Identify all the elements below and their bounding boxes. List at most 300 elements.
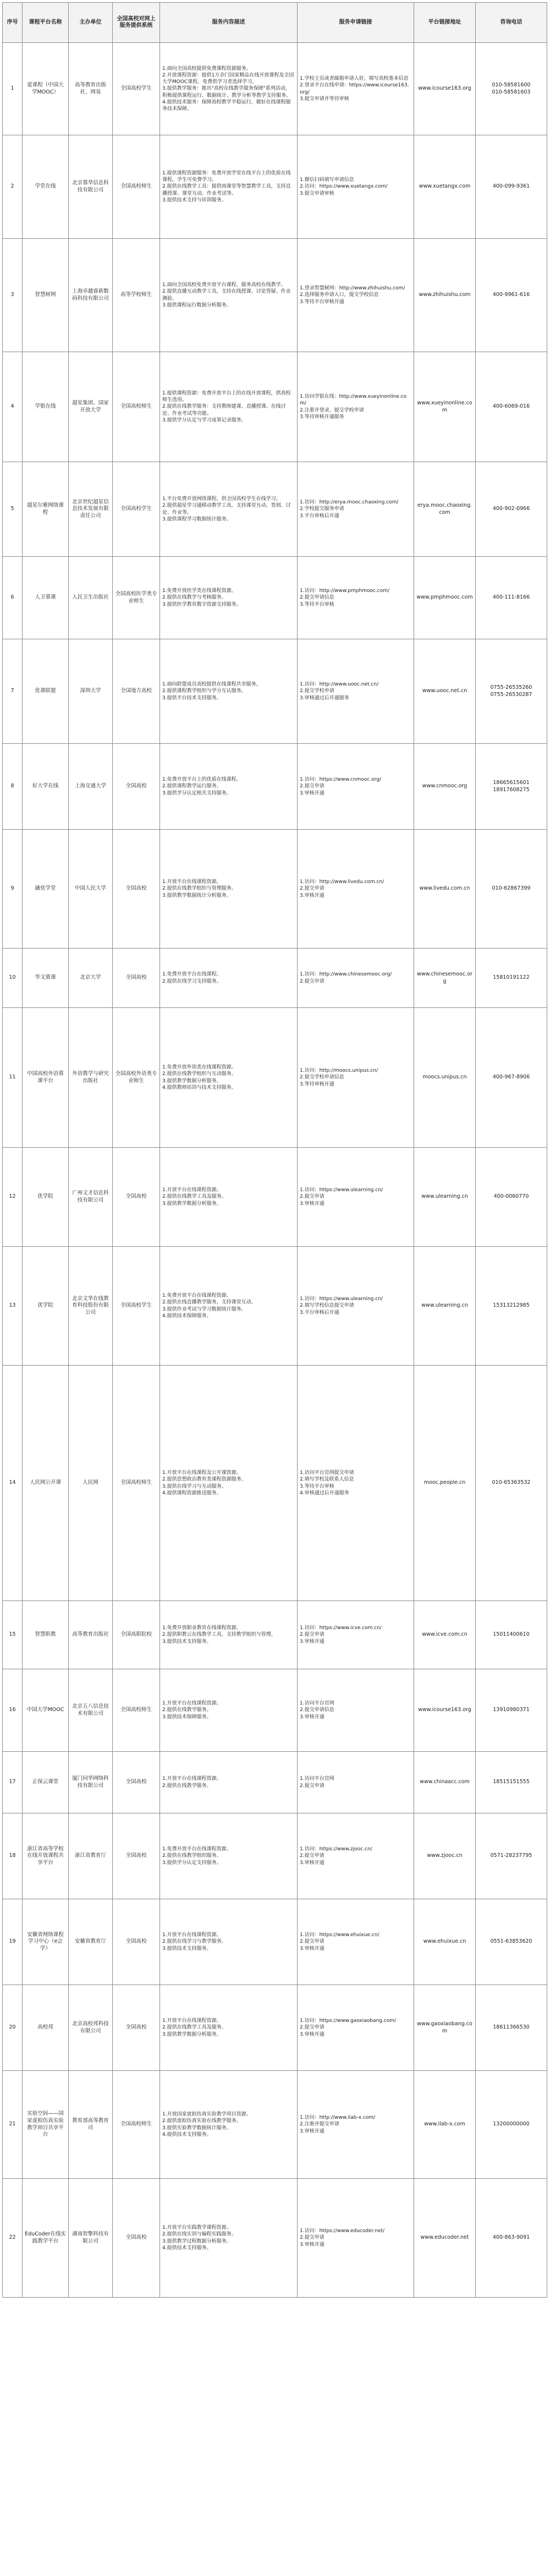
cell-no-text: 20 (9, 2024, 16, 2031)
cell-no-text: 14 (9, 1479, 16, 1486)
cell-phone (476, 352, 547, 462)
cell-system-text: 全国高校师生 (120, 403, 152, 410)
cell-organizer (69, 744, 113, 830)
cell-service-link[interactable] (298, 1366, 414, 1601)
cell-desc-text: 1.提供课程资源服务：免费开放学堂在线平台上的优质在线课程，学生可免费学习。 2.提供在线教学工具：提供雨课堂等智慧教学工具，支持直播授课、课堂互动、作业考试等。 3.提供技术支持与培训服务。 (162, 171, 291, 203)
cell-organizer (69, 830, 113, 949)
cell-service-link-text[interactable]: 1.访问：http://www.livedu.com.cn/ 2.提交申请 3.审核开通 (300, 879, 384, 898)
cell-phone-text: 18665615601 18917608275 (493, 779, 530, 793)
table-row (3, 1148, 547, 1247)
cell-desc-text: 1.开放平台实践教学课程资源。 2.提供在线实训与编程实践服务。 3.提供教学过程数据分析服务。 4.提供技术支持服务。 (162, 2225, 237, 2251)
cell-phone-text: 400-111-8166 (492, 594, 530, 601)
cell-platform-url[interactable] (414, 949, 476, 1008)
cell-system (113, 1601, 160, 1669)
cell-desc-text: 1.开放平台在线课程资源。 2.提供在线教学组织与管理服务。 3.提供教学数据统计分析服务。 (162, 879, 237, 898)
cell-phone (476, 1985, 547, 2071)
cell-platform-text: 智慧树网 (35, 292, 56, 298)
cell-phone (476, 135, 547, 239)
cell-platform-url[interactable] (414, 1813, 476, 1899)
cell-organizer-text: 上海交通大学 (74, 783, 106, 790)
cell-platform (23, 557, 69, 639)
cell-platform-text: 超星尔雅网络课程 (27, 502, 64, 516)
cell-platform-url[interactable] (414, 1366, 476, 1601)
cell-platform-text: 学银在线 (35, 403, 56, 410)
cell-platform-url[interactable] (414, 1899, 476, 1985)
cell-desc (160, 557, 298, 639)
cell-service-link-text[interactable]: 1.访问：http://www.pmphmooc.com/ 2.提交申请信息 3.等待平台审核 (300, 588, 390, 607)
cell-service-link-text[interactable]: 1.访问：http://www.uooc.net.cn/ 2.提交学校申请 3.审核通过后开通服务 (300, 682, 379, 701)
cell-platform-url-text[interactable]: www.livedu.com.cn (419, 885, 470, 892)
header-system: 全国高校对网上服务提供系统 (113, 3, 160, 43)
cell-phone (476, 1008, 547, 1148)
cell-service-link[interactable] (298, 43, 414, 135)
cell-service-link[interactable] (298, 135, 414, 239)
cell-organizer-text: 中国人民大学 (74, 885, 106, 892)
cell-platform-text: 安徽省网络课程学习中心（e会学） (27, 1931, 64, 1952)
cell-system-text: 全国高校学生 (120, 85, 152, 92)
cell-desc (160, 239, 298, 352)
cell-platform-url-text[interactable]: www.gaoxiaobang.com (417, 2020, 472, 2034)
cell-desc (160, 830, 298, 949)
cell-platform-url[interactable] (414, 1247, 476, 1366)
cell-system (113, 1899, 160, 1985)
cell-platform (23, 830, 69, 949)
cell-service-link[interactable] (298, 1247, 414, 1366)
cell-service-link-text[interactable]: 1.访问平台官网 2.提交申请 (300, 1776, 334, 1789)
cell-desc (160, 43, 298, 135)
cell-organizer-text: 北京大学 (80, 974, 101, 981)
cell-desc-text: 1.面向联盟成员高校提供在线课程共享服务。 2.提供课程教学组织与学分互认服务。 3.提供平台技术支持服务。 (162, 682, 261, 701)
cell-system (113, 1813, 160, 1899)
cell-service-link-text[interactable]: 1.访问：http://www.ilab-x.com/ 2.注册并提交申请 3.审核开通 (300, 2115, 376, 2134)
cell-platform-url-text[interactable]: www.icourse163.org (418, 1707, 471, 1713)
cell-platform-url-text[interactable]: www.xueyinonline.com (417, 399, 472, 413)
cell-phone (476, 1899, 547, 1985)
cell-organizer-text: 安徽省教育厅 (74, 1938, 106, 1945)
cell-system (113, 1985, 160, 2071)
cell-platform (23, 744, 69, 830)
cell-organizer (69, 135, 113, 239)
cell-platform (23, 1601, 69, 1669)
cell-phone-text: 0571-28237795 (490, 1852, 532, 1859)
cell-organizer (69, 352, 113, 462)
cell-service-link-text[interactable]: 1.访问：https://www.ulearning.cn/ 2.提交申请 3.审核开通 (300, 1187, 383, 1207)
cell-system (113, 352, 160, 462)
cell-no (3, 639, 23, 744)
cell-no (3, 1669, 23, 1752)
cell-service-link-text[interactable]: 1.访问：http://erya.mooc.chaoxing.com/ 2.学校提交服务申请 3.平台审核后开通 (300, 500, 399, 519)
table-row (3, 352, 547, 462)
cell-system-text: 全国高校 (125, 974, 147, 981)
cell-organizer-text: 超星集团、国家开放大学 (72, 399, 109, 413)
cell-system (113, 43, 160, 135)
cell-platform-text: 人卫慕课 (35, 594, 56, 601)
cell-system-text: 全国高校学生 (120, 1302, 152, 1309)
cell-phone-text: 0551-63853620 (490, 1938, 532, 1945)
cell-system-text: 全国高校师生 (120, 2121, 152, 2128)
cell-organizer-text: 高等教育出版社 (72, 1631, 109, 1638)
cell-no-text: 22 (9, 2234, 16, 2241)
cell-desc-text: 1.提供课程资源：免费开放平台上的在线开放课程，供高校师生选用。 2.提供在线教学服务：支持教师建课、直播授课、在线讨论、作业考试等功能。 3.提供学分认定与学习成果记录服务。 (162, 391, 291, 423)
cell-desc (160, 1985, 298, 2071)
cell-phone (476, 1813, 547, 1899)
cell-organizer (69, 1247, 113, 1366)
cell-organizer (69, 43, 113, 135)
cell-desc-text: 1.免费开放平台在线课程资源。 2.提供在线教学组织服务。 3.提供学分认定支持服务。 (162, 1846, 232, 1866)
cell-platform-url[interactable] (414, 352, 476, 462)
cell-system (113, 949, 160, 1008)
cell-service-link[interactable] (298, 2179, 414, 2298)
cell-phone (476, 1247, 547, 1366)
cell-system (113, 1008, 160, 1148)
table-row (3, 135, 547, 239)
cell-no-text: 11 (9, 1074, 16, 1081)
cell-phone-text: 13910980371 (493, 1707, 530, 1713)
cell-desc (160, 1813, 298, 1899)
table-row (3, 43, 547, 135)
cell-platform-url[interactable] (414, 830, 476, 949)
cell-organizer (69, 557, 113, 639)
cell-organizer (69, 1148, 113, 1247)
cell-service-link-text[interactable]: 1.访问：https://www.icve.com.cn/ 2.提交申请 3.审核开通 (300, 1625, 382, 1645)
cell-phone-text: 15810191122 (493, 974, 530, 981)
cell-phone (476, 744, 547, 830)
cell-phone-text: 18515151555 (493, 1779, 530, 1785)
cell-system-text: 全国高校师生 (120, 1707, 152, 1713)
cell-platform-url[interactable] (414, 1008, 476, 1148)
cell-organizer (69, 1985, 113, 2071)
cell-service-link-text[interactable]: 1.访问：https://www.educoder.net/ 2.提交申请 3.审核开通 (300, 2228, 385, 2248)
table-row (3, 1752, 547, 1813)
cell-platform-url[interactable] (414, 135, 476, 239)
cell-service-link[interactable] (298, 830, 414, 949)
cell-phone (476, 462, 547, 557)
cell-organizer (69, 1752, 113, 1813)
cell-phone-text: 400-6069-016 (492, 403, 530, 410)
cell-platform-url[interactable] (414, 1669, 476, 1752)
cell-service-link-text[interactable]: 1.访问：https://www.zjooc.cn/ 2.提交申请 3.审核开通 (300, 1846, 372, 1866)
cell-platform-url-text[interactable]: www.zhihuishu.com (419, 292, 471, 298)
header-platform: 课程平台名称 (23, 3, 69, 43)
cell-desc-text: 1.开放平台在线课程资源。 2.提供在线教学工具及服务。 3.提供教学数据分析服务。 (162, 1187, 227, 1207)
cell-phone-text: 400-9961-616 (492, 292, 530, 298)
cell-platform-url[interactable] (414, 1752, 476, 1813)
cell-organizer-text: 教育部高等教育司 (72, 2117, 109, 2131)
cell-platform-url-text[interactable]: www.uooc.net.cn (422, 688, 468, 694)
cell-platform-text: 华文慕课 (35, 974, 56, 981)
cell-desc (160, 1247, 298, 1366)
table-row (3, 557, 547, 639)
cell-system-text: 全国高校医学类专业师生 (115, 590, 157, 604)
cell-platform (23, 352, 69, 462)
cell-platform-url-text[interactable]: www.chinaacc.com (420, 1779, 470, 1785)
cell-system (113, 2179, 160, 2298)
cell-platform-url[interactable] (414, 639, 476, 744)
cell-no (3, 557, 23, 639)
cell-desc (160, 1669, 298, 1752)
cell-organizer (69, 1008, 113, 1148)
cell-desc (160, 1148, 298, 1247)
cell-no (3, 1008, 23, 1148)
cell-platform-text: 智慧职教 (35, 1631, 56, 1638)
cell-no (3, 1752, 23, 1813)
table-row (3, 462, 547, 557)
cell-platform-text: 优学院 (37, 1193, 53, 1200)
cell-service-link-text[interactable]: 1.登录智慧树网：http://www.zhihuishu.com/ 2.选择服务申请入口，提交学校信息 3.等待平台审核开通 (300, 286, 405, 305)
table-row (3, 949, 547, 1008)
cell-desc (160, 2071, 298, 2179)
cell-platform-text: 优课联盟 (35, 688, 56, 694)
cell-system-text: 全国高校 (125, 885, 147, 892)
cell-phone-text: 400-902-0966 (492, 506, 530, 512)
cell-platform-url-text[interactable]: www.pmphmooc.com (416, 594, 473, 601)
cell-service-link-text[interactable]: 1.访问学银在线：http://www.xueyinonline.com/ 2.注册并登录，提交学校申请 3.等待审核开通服务 (300, 394, 407, 420)
cell-platform-url-text[interactable]: www.icourse163.org (418, 85, 471, 92)
cell-no-text: 12 (9, 1193, 16, 1200)
cell-organizer (69, 1669, 113, 1752)
platform-table (2, 2, 547, 2298)
cell-service-link[interactable] (298, 239, 414, 352)
cell-platform-text: 学堂在线 (35, 183, 56, 190)
cell-platform-url-text[interactable]: www.cnmooc.org (422, 783, 468, 790)
cell-platform-url[interactable] (414, 462, 476, 557)
cell-platform (23, 135, 69, 239)
cell-system (113, 1366, 160, 1601)
cell-service-link-text[interactable]: 1.微信扫码填写申请信息 2.访问：https://www.xuetangx.com/ 3.提交申请审核 (300, 177, 388, 196)
cell-platform-text: 融优学堂 (35, 885, 56, 892)
cell-desc (160, 1601, 298, 1669)
cell-phone (476, 1366, 547, 1601)
cell-platform-text: 高校邦 (37, 2024, 53, 2031)
table-row (3, 2071, 547, 2179)
cell-platform-text: 爱课程（中国大学MOOC） (27, 81, 64, 95)
cell-platform-url[interactable] (414, 43, 476, 135)
cell-organizer-text: 北京世纪超星信息技术发展有限责任公司 (72, 498, 109, 519)
cell-no (3, 1148, 23, 1247)
cell-desc (160, 1008, 298, 1148)
cell-phone-text: 400-0060770 (493, 1193, 529, 1200)
cell-service-link[interactable] (298, 2071, 414, 2179)
cell-platform-text: 实验空间——国家虚拟仿真实验教学项目共享平台 (27, 2111, 64, 2138)
cell-platform (23, 2071, 69, 2179)
cell-system-text: 全国高校 (125, 1938, 147, 1945)
table-row (3, 1601, 547, 1669)
cell-service-link[interactable] (298, 1899, 414, 1985)
cell-no-text: 16 (9, 1707, 16, 1713)
cell-service-link-text[interactable]: 1.访问：https://www.ehuixue.cn/ 2.提交申请 3.审核开通 (300, 1932, 380, 1952)
cell-platform (23, 1752, 69, 1813)
cell-desc-text: 1.面向全国高校提供免费课程资源服务。 2.开放课程资源：提供1万余门国家精品在线开放课程及全国大学MOOC课程，免费供学习者选择学习。 3.提供教学服务：推出"高校在线教学服务保障"系列活动，积极提供课程运行、数据统计、教学分析等教学支持服务。 4.提供技术服务：保障高校教学平稳运行，做好在线课程服务技术保障。 (162, 66, 294, 112)
cell-system-text: 全国高职院校 (120, 1631, 152, 1638)
cell-desc (160, 1752, 298, 1813)
cell-platform-url-text[interactable]: www.zjooc.cn (427, 1852, 463, 1859)
cell-desc (160, 1366, 298, 1601)
cell-organizer (69, 639, 113, 744)
cell-desc (160, 2179, 298, 2298)
cell-platform (23, 1899, 69, 1985)
cell-phone-text: 400-967-8906 (492, 1074, 530, 1081)
cell-system-text: 全国高校师生 (120, 183, 152, 190)
cell-platform-url[interactable] (414, 1148, 476, 1247)
cell-phone-text: 13200000000 (493, 2121, 530, 2128)
cell-phone (476, 1601, 547, 1669)
cell-platform-url[interactable] (414, 2179, 476, 2298)
cell-desc-text: 1.开放平台在线课程资源。 2.提供在线学习与教学服务。 3.提供技术支持服务。 (162, 1932, 227, 1952)
cell-service-link[interactable] (298, 462, 414, 557)
cell-phone (476, 1148, 547, 1247)
table-header-row (3, 3, 547, 43)
cell-platform (23, 1985, 69, 2071)
cell-no (3, 1601, 23, 1669)
cell-service-link[interactable] (298, 1601, 414, 1669)
cell-no (3, 744, 23, 830)
cell-platform (23, 1813, 69, 1899)
cell-service-link[interactable] (298, 1148, 414, 1247)
cell-platform-url-text[interactable]: www.xuetangx.com (419, 183, 471, 190)
cell-desc-text: 1.开放国家虚拟仿真实验教学项目资源。 2.提供虚拟仿真实验在线教学服务。 3.提供实验教学数据统计服务。 4.提供技术支持服务。 (162, 2112, 251, 2137)
table-row (3, 1669, 547, 1752)
cell-platform (23, 1008, 69, 1148)
cell-service-link[interactable] (298, 639, 414, 744)
cell-desc-text: 1.免费开放平台上的优质在线课程。 2.提供课程教学运行服务。 3.提供学分认定相关支持服务。 (162, 777, 241, 796)
cell-phone-text: 400-863-9091 (492, 2234, 530, 2241)
cell-service-link[interactable] (298, 1985, 414, 2071)
cell-organizer-text: 高等教育出版社、网易 (74, 81, 106, 95)
cell-service-link[interactable] (298, 1008, 414, 1148)
table-row (3, 744, 547, 830)
cell-service-link[interactable] (298, 1813, 414, 1899)
cell-service-link-text[interactable]: 1.访问平台官网 2.提交申请信息 3.审核开通 (300, 1701, 334, 1720)
cell-platform-url-text[interactable]: mooc.people.cn (424, 1479, 466, 1486)
cell-platform (23, 1366, 69, 1601)
cell-platform-url-text[interactable]: www.ulearning.cn (421, 1302, 468, 1309)
cell-platform-url-text[interactable]: www.educoder.net (420, 2234, 469, 2241)
cell-platform (23, 239, 69, 352)
cell-no-text: 15 (9, 1631, 16, 1638)
cell-no (3, 43, 23, 135)
header-organizer: 主办单位 (69, 3, 113, 43)
cell-platform (23, 462, 69, 557)
cell-platform-url[interactable] (414, 2071, 476, 2179)
cell-no (3, 1985, 23, 2071)
cell-phone (476, 1669, 547, 1752)
cell-desc-text: 1.免费开放职业教育在线课程资源。 2.提供职教云在线教学工具，支持教学组织与管理。 3.提供技术支持服务。 (162, 1625, 276, 1645)
cell-system (113, 1247, 160, 1366)
cell-service-link-text[interactable]: 1.访问：https://www.ulearning.cn/ 2.填写学校信息提交申请 3.平台审核后开通 (300, 1296, 383, 1316)
cell-desc-text: 1.免费开放平台在线课程资源。 2.提供在线直播教学服务，支持课堂互动。 3.提供作业考试与学习数据统计服务。 4.提供技术保障服务。 (162, 1293, 256, 1319)
cell-no-text: 9 (10, 885, 14, 892)
cell-system (113, 1752, 160, 1813)
cell-no (3, 462, 23, 557)
cell-no (3, 1899, 23, 1985)
cell-desc (160, 352, 298, 462)
cell-platform-url-text[interactable]: www.icve.com.cn (422, 1631, 468, 1638)
cell-phone-text: 010-58581600 010-58581603 (492, 81, 531, 95)
cell-no-text: 7 (10, 688, 14, 694)
cell-phone (476, 1752, 547, 1813)
cell-platform-url-text[interactable]: www.ehuixue.cn (423, 1938, 466, 1945)
cell-platform-url-text[interactable]: moocs.unipus.cn (422, 1074, 467, 1081)
cell-system-text: 全国地方高校 (120, 688, 152, 694)
cell-organizer-text: 深圳大学 (80, 688, 101, 694)
cell-platform-text: EduCoder在线实践教学平台 (25, 2230, 66, 2244)
cell-platform-url[interactable] (414, 239, 476, 352)
cell-no (3, 1247, 23, 1366)
cell-no-text: 8 (10, 783, 14, 790)
cell-no (3, 949, 23, 1008)
table-row (3, 1247, 547, 1366)
cell-phone-text: 010-62867399 (492, 885, 531, 892)
platform-table-container (2, 2, 547, 2298)
table-row (3, 830, 547, 949)
cell-platform-url[interactable] (414, 1985, 476, 2071)
cell-platform-url[interactable] (414, 557, 476, 639)
cell-no (3, 2071, 23, 2179)
cell-organizer (69, 239, 113, 352)
cell-service-link[interactable] (298, 1752, 414, 1813)
cell-organizer-text: 北京高校邦科技有限公司 (72, 2020, 109, 2034)
cell-platform-text: 浙江省高等学校在线开放课程共享平台 (27, 1845, 64, 1866)
cell-service-link[interactable] (298, 949, 414, 1008)
cell-phone (476, 239, 547, 352)
table-row (3, 2179, 547, 2298)
cell-system (113, 2071, 160, 2179)
cell-organizer-text: 湖南智擎科技有限公司 (72, 2230, 109, 2244)
header-svc: 服务申请链接 (298, 3, 414, 43)
cell-platform-url-text[interactable]: www.ilab-x.com (424, 2121, 465, 2128)
cell-organizer-text: 厦门同华网络科技有限公司 (72, 1775, 109, 1789)
cell-platform-url[interactable] (414, 744, 476, 830)
cell-no-text: 21 (9, 2121, 16, 2128)
cell-service-link[interactable] (298, 744, 414, 830)
cell-system (113, 1669, 160, 1752)
cell-platform-url-text[interactable]: www.chinesemooc.org (417, 971, 472, 984)
cell-service-link-text[interactable]: 1.访问：http://moocs.unipus.cn/ 2.提交学校申请信息 3.等待审核开通 (300, 1068, 378, 1087)
cell-organizer-text: 广州文才信息科技有限公司 (72, 1190, 109, 1203)
cell-service-link-text[interactable]: 1.访问：https://www.cnmooc.org/ 2.提交申请 3.审核开通 (300, 777, 381, 796)
cell-organizer-text: 外语教学与研究出版社 (72, 1070, 109, 1084)
cell-service-link-text[interactable]: 1.学校主页或者邮箱申请入驻，填写高校基本信息 2.登录平台在线申请：https://www.icourse163.org/ 3.提交申请并等待审核 (300, 76, 409, 102)
cell-platform-url-text[interactable]: www.ulearning.cn (421, 1193, 468, 1200)
cell-no (3, 1366, 23, 1601)
cell-no (3, 830, 23, 949)
cell-desc (160, 949, 298, 1008)
cell-no-text: 13 (9, 1302, 16, 1309)
cell-platform-url-text[interactable]: erya.mooc.chaoxing.com (417, 502, 472, 516)
cell-platform-url[interactable] (414, 1601, 476, 1669)
table-row (3, 639, 547, 744)
cell-service-link-text[interactable]: 1.访问：https://www.gaoxiaobang.com/ 2.提交申请 3.审核开通 (300, 2018, 397, 2037)
cell-organizer-text: 人民卫生出版社 (72, 594, 109, 601)
cell-service-link[interactable] (298, 1669, 414, 1752)
cell-service-link[interactable] (298, 557, 414, 639)
cell-platform (23, 1247, 69, 1366)
cell-service-link[interactable] (298, 352, 414, 462)
table-row (3, 1899, 547, 1985)
header-no: 序号 (3, 3, 23, 43)
cell-service-link-text[interactable]: 1.访问：http://www.chinesemooc.org/ 2.提交申请 (300, 972, 392, 984)
cell-platform (23, 43, 69, 135)
cell-organizer-text: 人民网 (82, 1479, 98, 1486)
table-body (3, 43, 547, 2298)
cell-desc-text: 1.开放平台在线课程及公开课资源。 2.提供思想政治教育类课程资源服务。 3.提供在线学习与互动服务。 4.提供课程资源推送服务。 (162, 1470, 246, 1496)
cell-service-link-text[interactable]: 1.访问平台官网提交申请 2.填写学校及联系人信息 3.等待平台审核 4.审核通过后开通服务 (300, 1470, 354, 1496)
cell-organizer-text: 北京慕华信息科技有限公司 (72, 179, 109, 193)
table-row (3, 1813, 547, 1899)
cell-organizer (69, 2179, 113, 2298)
cell-no-text: 1 (10, 85, 14, 92)
cell-system-text: 全国高校 (125, 1193, 147, 1200)
